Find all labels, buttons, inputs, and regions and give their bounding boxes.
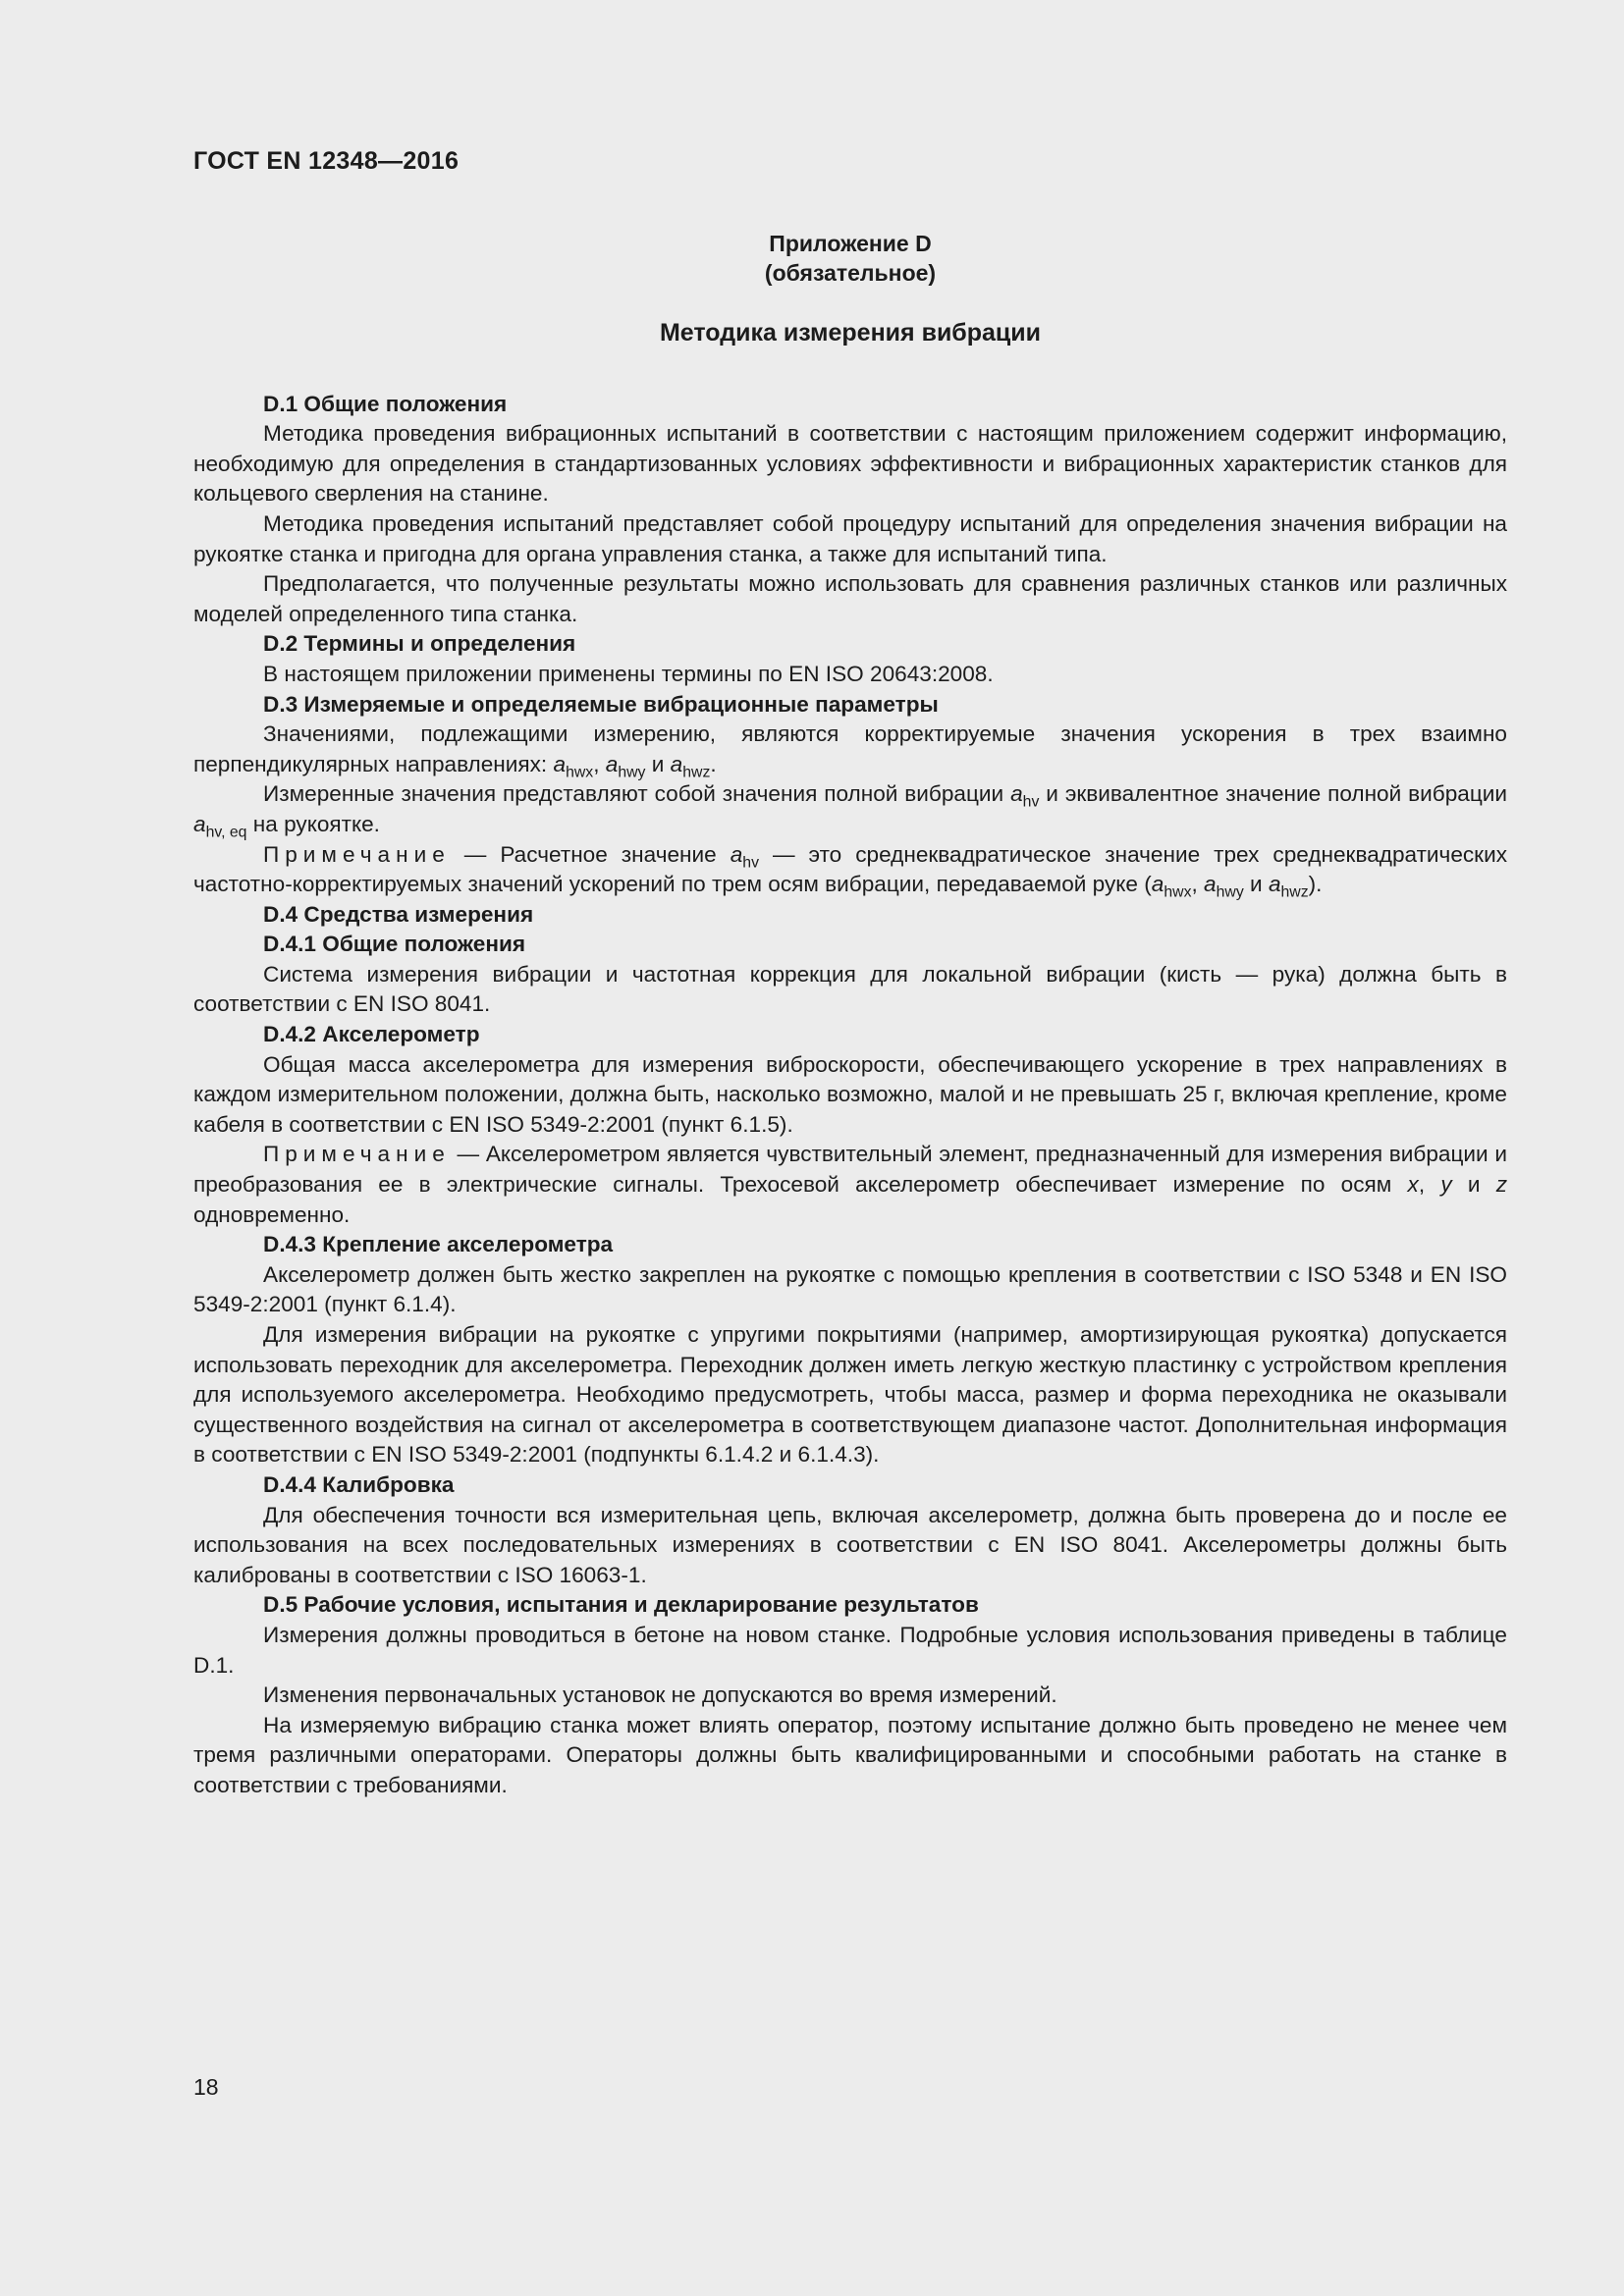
subscript-hwz: hwz bbox=[1280, 883, 1309, 901]
paragraph: Методика проведения испытаний представляет собой процедуру испытаний для определения значения вибрации на рукоятке станка и пригодна для органа управления станка, а также для испытаний типа. bbox=[193, 510, 1507, 566]
subscript-hv: hv bbox=[1022, 793, 1040, 811]
text-run: одновременно. bbox=[193, 1201, 351, 1227]
subscript-hwy: hwy bbox=[618, 764, 646, 781]
comma: , bbox=[1418, 1172, 1426, 1198]
section-d4-heading: D.4 Средства измерения bbox=[263, 901, 534, 927]
axis-x: x bbox=[1407, 1172, 1419, 1198]
note-label: Примечание bbox=[263, 1142, 451, 1167]
text-run: и эквивалентное значение полной вибрации bbox=[1046, 781, 1508, 807]
conjunction: и bbox=[651, 751, 665, 776]
paragraph: Предполагается, что полученные результаты можно использовать для сравнения различных станков или различных моделей определенного типа станка. bbox=[193, 571, 1507, 626]
section-d42-heading: D.4.2 Акселерометр bbox=[263, 1022, 480, 1047]
note-d42 bbox=[193, 1140, 1507, 1230]
comma: , bbox=[593, 751, 600, 776]
text-run: Измеренные значения представляют собой значения полной вибрации bbox=[263, 781, 1004, 807]
symbol-a: a bbox=[1268, 872, 1281, 897]
subscript-hv: hv bbox=[742, 854, 759, 872]
symbol-a: a bbox=[1010, 781, 1023, 807]
note-d3 bbox=[193, 840, 1507, 900]
section-d41-heading: D.4.1 Общие положения bbox=[263, 932, 526, 957]
axis-y: y bbox=[1440, 1172, 1452, 1198]
text-run: — это среднеквадратическое значение трех среднеквадратических частотно-корректируемых значений ускорений по трем осям вибрации, передаваемой руке ( bbox=[193, 841, 1507, 897]
annex-title: Методика измерения вибрации bbox=[659, 319, 1042, 347]
conjunction: и bbox=[1467, 1172, 1481, 1198]
paragraph: Для измерения вибрации на рукоятке с упругими покрытиями (например, амортизирующая рукоятка) допускается использовать переходник для акселерометра. Переходник должен иметь легкую жесткую пластинку с устройством крепления для используемого акселерометра. Необходимо предусмотреть, чтобы масса, размер и форма переходника не оказывали существенного воздействия на сигнал от акселерометра в соответствующем диапазоне частот. Дополнительная информация в соответствии с EN ISO 5349-2:2001 (подпункты 6.1.4.2 и 6.1.4.3). bbox=[193, 1322, 1507, 1468]
annex-label: Приложение D bbox=[769, 231, 932, 256]
section-d43-heading: D.4.3 Крепление акселерометра bbox=[263, 1232, 614, 1257]
paragraph-total-vibration bbox=[193, 779, 1507, 839]
note-dash: — bbox=[463, 841, 487, 867]
paragraph: Изменения первоначальных установок не допускаются во время измерений. bbox=[263, 1682, 1057, 1708]
paragraph: Общая масса акселерометра для измерения виброскорости, обеспечивающего ускорение в трех направлениях в каждом измерительном положении, должна быть, насколько возможно, малой и не превышать 25 г, включая крепление, кроме кабеля в соответствии с EN ISO 5349-2:2001 (пункт 6.1.5). bbox=[193, 1051, 1507, 1137]
symbol-a: a bbox=[193, 811, 206, 836]
period: . bbox=[710, 751, 717, 776]
paragraph: Система измерения вибрации и частотная коррекция для локальной вибрации (кисть — рука) должна быть в соответствии с EN ISO 8041. bbox=[193, 961, 1507, 1017]
symbol-a: a bbox=[553, 751, 567, 776]
section-d5-heading: D.5 Рабочие условия, испытания и декларирование результатов bbox=[263, 1592, 979, 1618]
paragraph: В настоящем приложении применены термины по EN ISO 20643:2008. bbox=[263, 661, 994, 686]
text-run: ). bbox=[1308, 872, 1323, 897]
symbol-a: a bbox=[1151, 872, 1164, 897]
paragraph-measured-values bbox=[193, 720, 1507, 779]
note-dash: — bbox=[457, 1142, 480, 1167]
page-number: 18 bbox=[193, 2074, 219, 2100]
subscript-hwz: hwz bbox=[682, 764, 711, 781]
text-run: Акселерометром является чувствительный элемент, предназначенный для измерения вибрации и преобразования ее в электрические сигналы. Трехосевой акселерометр обеспечивает измерение по осям bbox=[193, 1142, 1507, 1198]
symbol-a: a bbox=[605, 751, 619, 776]
subscript-hwx: hwx bbox=[1164, 883, 1192, 901]
text-run: Значениями, подлежащими измерению, являются корректируемые значения ускорения в трех взаимно перпендикулярных направлениях: bbox=[193, 721, 1507, 776]
subscript-hv-eq: hv, eq bbox=[205, 824, 247, 841]
subscript-hwx: hwx bbox=[566, 764, 594, 781]
subscript-hwy: hwy bbox=[1216, 883, 1244, 901]
paragraph: Для обеспечения точности вся измерительная цепь, включая акселерометр, должна быть проверена до и после ее использования на всех последовательных измерениях в соответствии с EN ISO 8041. Акселерометры должны быть калиброваны в соответствии с ISO 16063-1. bbox=[193, 1502, 1507, 1587]
symbol-a: a bbox=[730, 841, 743, 867]
section-d3-heading: D.3 Измеряемые и определяемые вибрационные параметры bbox=[263, 691, 939, 717]
annex-status: (обязательное) bbox=[764, 260, 937, 286]
section-d44-heading: D.4.4 Калибровка bbox=[263, 1471, 455, 1497]
section-d2-heading: D.2 Термины и определения bbox=[263, 631, 576, 657]
symbol-a: a bbox=[670, 751, 683, 776]
axis-z: z bbox=[1495, 1172, 1507, 1198]
note-label: Примечание bbox=[263, 841, 451, 867]
paragraph: Методика проведения вибрационных испытаний в соответствии с настоящим приложением содержит информацию, необходимую для определения в стандартизованных условиях эффективности и вибрационных характеристик станков для кольцевого сверления на станине. bbox=[193, 421, 1507, 507]
paragraph: Акселерометр должен быть жестко закреплен на рукоятке с помощью крепления в соответствии с ISO 5348 и EN ISO 5349-2:2001 (пункт 6.1.4). bbox=[193, 1261, 1507, 1317]
text-run: Расчетное значение bbox=[500, 841, 717, 867]
conjunction: и bbox=[1250, 872, 1263, 897]
text-run: на рукоятке. bbox=[252, 811, 380, 836]
comma: , bbox=[1191, 872, 1198, 897]
symbol-a: a bbox=[1204, 872, 1217, 897]
page-body bbox=[193, 229, 1507, 1801]
document-id: ГОСТ EN 12348—2016 bbox=[193, 147, 460, 175]
paragraph: На измеряемую вибрацию станка может влиять оператор, поэтому испытание должно быть проведено не менее чем тремя различными операторами. Операторы должны быть квалифицированными и способными работать на станке в соответствии с требованиями. bbox=[193, 1712, 1507, 1797]
section-d1-heading: D.1 Общие положения bbox=[263, 391, 508, 416]
paragraph: Измерения должны проводиться в бетоне на новом станке. Подробные условия использования приведены в таблице D.1. bbox=[193, 1622, 1507, 1678]
